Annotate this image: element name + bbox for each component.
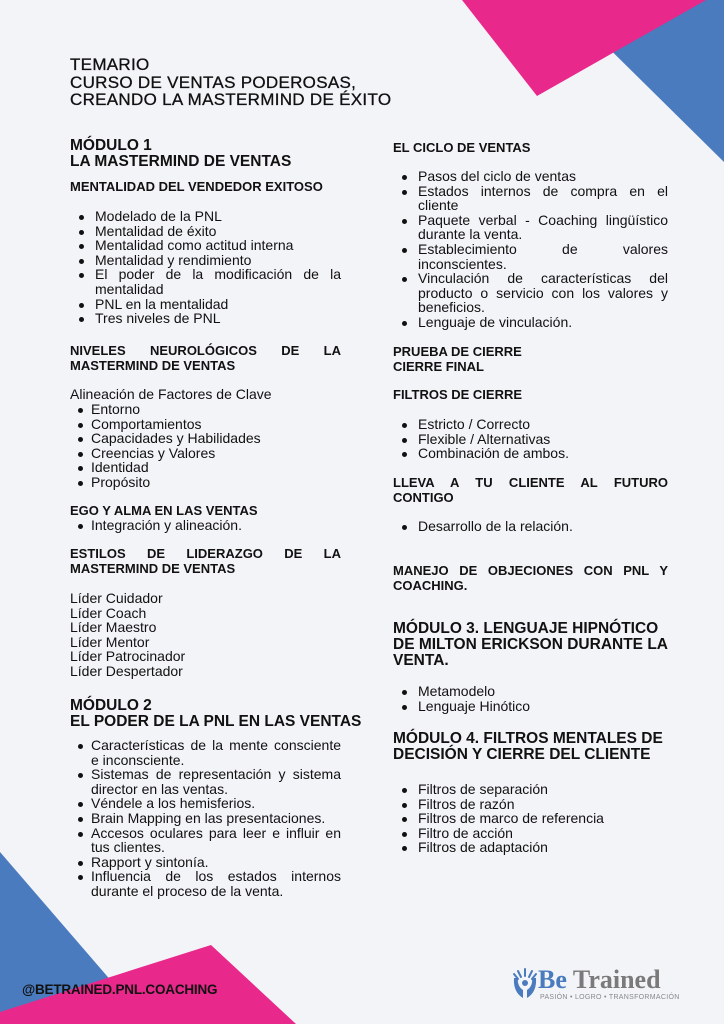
ego-list — [70, 518, 341, 533]
niveles-intro: Alineación de Factores de Clave — [70, 386, 272, 402]
social-handle: @BETRAINED.PNL.COACHING — [22, 982, 218, 997]
list-item: Véndele a los hemisferios. — [70, 796, 341, 811]
module4-heading: MÓDULO 4. FILTROS MENTALES DE DECISIÓN Y CIERRE DEL CLIENTE — [393, 730, 663, 763]
list-item: Pasos del ciclo de ventas — [393, 169, 668, 184]
list-item: Propósito — [70, 475, 341, 490]
list-item: Brain Mapping en las presentaciones. — [70, 811, 341, 826]
module3-heading: MÓDULO 3. LENGUAJE HIPNÓTICO DE MILTON ERICKSON DURANTE LA VENTA. — [393, 620, 668, 669]
logo-person-icon — [512, 966, 538, 1000]
list-item: Mentalidad y rendimiento — [70, 253, 341, 268]
lleva-heading: LLEVA A TU CLIENTE AL FUTURO CONTIGO — [393, 475, 668, 505]
list-item: Líder Maestro — [70, 619, 157, 636]
list-item: Características de la mente consciente e inconsciente. — [70, 738, 341, 767]
mentalidad-heading: MENTALIDAD DEL VENDEDOR EXITOSO — [70, 179, 323, 194]
list-item: Identidad — [70, 460, 341, 475]
list-item: Tres niveles de PNL — [70, 311, 341, 326]
list-item: Influencia de los estados internos durante el proceso de la venta. — [70, 869, 341, 898]
list-item: Accesos oculares para leer e influir en tus clientes. — [70, 826, 341, 855]
list-item: Estados internos de compra en el cliente — [393, 184, 668, 213]
module3-list — [393, 684, 668, 713]
list-item: Comportamientos — [70, 417, 341, 432]
list-item: Metamodelo — [393, 684, 668, 699]
list-item: Sistemas de representación y sistema director en las ventas. — [70, 767, 341, 796]
list-item: Rapport y sintonía. — [70, 855, 341, 870]
ciclo-list — [393, 169, 668, 330]
list-item: Filtro de acción — [393, 826, 668, 841]
list-item: Combinación de ambos. — [393, 446, 668, 461]
page-title: TEMARIO CURSO DE VENTAS PODEROSAS, CREANDO LA MASTERMIND DE ÉXITO — [70, 55, 392, 109]
list-item: Lenguaje de vinculación. — [393, 315, 668, 330]
module4-list — [393, 782, 668, 855]
list-item: Estricto / Correcto — [393, 417, 668, 432]
list-item: Flexible / Alternativas — [393, 432, 668, 447]
module2-list — [70, 738, 341, 899]
niveles-list — [70, 402, 341, 490]
list-item: Entorno — [70, 402, 341, 417]
list-item: PNL en la mentalidad — [70, 297, 341, 312]
prueba-heading: PRUEBA DE CIERRE CIERRE FINAL — [393, 344, 522, 374]
module2-heading: MÓDULO 2 EL PODER DE LA PNL EN LAS VENTAS — [70, 697, 362, 730]
list-item: Líder Despertador — [70, 662, 183, 679]
list-item: Creencias y Valores — [70, 446, 341, 461]
list-item: Lenguaje Hinótico — [393, 699, 668, 714]
niveles-heading: NIVELES NEUROLÓGICOS DE LA MASTERMIND DE VENTAS — [70, 343, 341, 373]
list-item: Modelado de la PNL — [70, 209, 341, 224]
list-item: Integración y alineación. — [70, 518, 341, 533]
filtros-list — [393, 417, 668, 461]
manejo-heading: MANEJO DE OBJECIONES CON PNL Y COACHING. — [393, 563, 668, 593]
list-item: Líder Coach — [70, 604, 147, 621]
estilos-list — [70, 591, 341, 679]
list-item: Filtros de separación — [393, 782, 668, 797]
list-item: Establecimiento de valores inconscientes. — [393, 242, 668, 271]
lleva-list — [393, 519, 668, 534]
list-item: Líder Cuidador — [70, 590, 163, 606]
ego-heading: EGO Y ALMA EN LAS VENTAS — [70, 503, 258, 518]
list-item: Desarrollo de la relación. — [393, 519, 668, 534]
be-trained-logo: Be Trained PASIÓN • LOGRO • TRANSFORMACIÓN — [512, 966, 680, 1001]
ciclo-heading: EL CICLO DE VENTAS — [393, 140, 531, 155]
list-item: Capacidades y Habilidades — [70, 431, 341, 446]
list-item: Líder Patrocinador — [70, 648, 186, 665]
estilos-heading: ESTILOS DE LIDERAZGO DE LA MASTERMIND DE VENTAS — [70, 546, 341, 576]
filtros-heading: FILTROS DE CIERRE — [393, 387, 523, 402]
module1-heading: MÓDULO 1 LA MASTERMIND DE VENTAS — [70, 137, 292, 170]
list-item: Filtros de razón — [393, 797, 668, 812]
mentalidad-list — [70, 209, 341, 326]
list-item: Mentalidad como actitud interna — [70, 238, 341, 253]
list-item: Líder Mentor — [70, 633, 150, 650]
list-item: Mentalidad de éxito — [70, 224, 341, 239]
list-item: Filtros de adaptación — [393, 840, 668, 855]
list-item: Filtros de marco de referencia — [393, 811, 668, 826]
list-item: Paquete verbal - Coaching lingüístico durante la venta. — [393, 213, 668, 242]
list-item: Vinculación de características del producto o servicio con los valores y beneficios. — [393, 271, 668, 315]
list-item: El poder de la modificación de la mentalidad — [70, 267, 341, 296]
